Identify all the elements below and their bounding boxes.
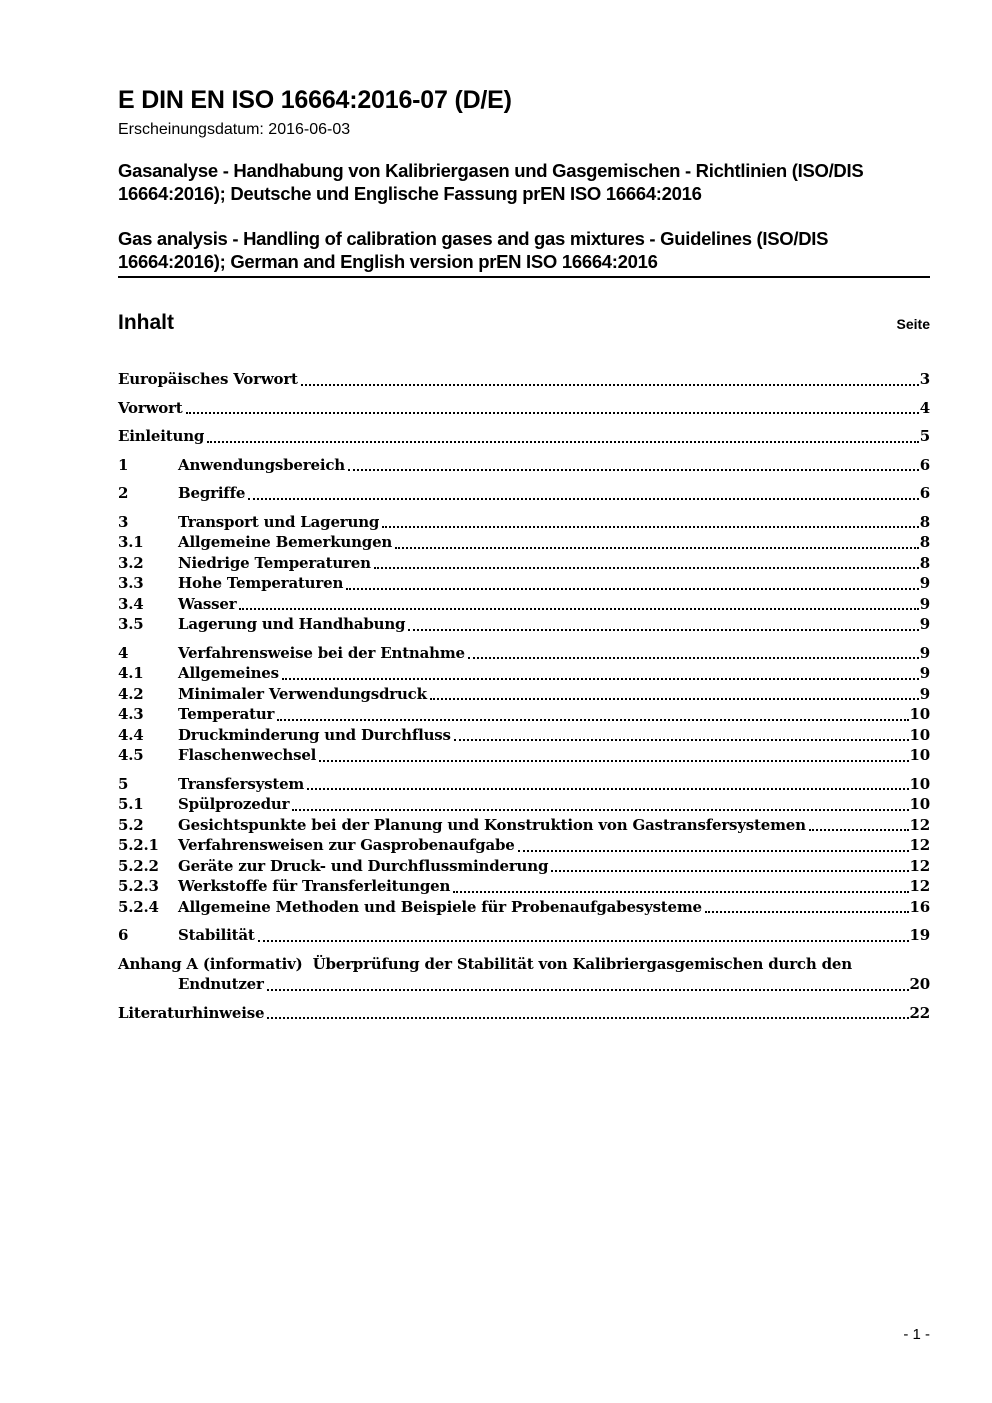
- toc-entry-title: Literaturhinweise: [118, 1003, 265, 1022]
- toc-entry-number: 4.1: [118, 664, 144, 682]
- toc-entry[interactable]: [118, 594, 930, 615]
- toc-entry-title: Europäisches Vorwort: [118, 370, 298, 388]
- toc-entry-title: Begriffe: [178, 484, 246, 502]
- toc-entry-title: Anwendungsbereich: [178, 455, 345, 474]
- toc-entry[interactable]: [118, 876, 930, 897]
- toc-entry-page: 10: [909, 795, 930, 813]
- toc-entry-page: 12: [909, 856, 930, 875]
- footer-page-number: - 1 -: [903, 1326, 930, 1343]
- toc-entry[interactable]: [118, 1003, 930, 1024]
- toc-entry-page: 12: [909, 836, 930, 854]
- toc-entry-number: 5.2.2: [118, 856, 159, 875]
- toc-entry-page: 9: [919, 664, 930, 682]
- toc-header: [118, 311, 930, 335]
- toc-entry[interactable]: [118, 794, 930, 815]
- toc-leader-dots: [518, 850, 909, 852]
- toc-entry-number: 5.2.3: [118, 877, 159, 895]
- toc-entry[interactable]: [118, 643, 930, 664]
- toc-entry[interactable]: [118, 426, 930, 447]
- toc-entry-title: Gesichtspunkte bei der Planung und Konstruktion von Gastransfersystemen: [178, 815, 806, 834]
- toc-entry-number: 4.4: [118, 725, 144, 744]
- toc-entry[interactable]: [118, 684, 930, 705]
- toc-entry-page: 10: [909, 774, 930, 793]
- toc-leader-dots: [395, 547, 919, 549]
- toc-entry[interactable]: [118, 573, 930, 594]
- toc-leader-dots: [319, 760, 908, 762]
- toc-entry-title: Minimaler Verwendungsdruck: [178, 684, 427, 703]
- toc-entry-title: Verfahrensweisen zur Gasprobenaufgabe: [178, 836, 515, 854]
- toc-entry-title: Anhang A (informativ) Überprüfung der Stabilität von Kalibriergasgemischen durch den: [118, 954, 852, 973]
- toc-entry-page: 8: [919, 553, 930, 572]
- toc-entry[interactable]: [118, 745, 930, 766]
- toc-entry-number: 4: [118, 643, 129, 662]
- toc-entry[interactable]: [118, 398, 930, 419]
- toc-entry-number: 3.5: [118, 615, 144, 633]
- toc-entry-annex-line1[interactable]: [118, 954, 930, 975]
- title-german: Gasanalyse - Handhabung von Kalibriergasen und Gasgemischen - Richtlinien (ISO/DIS 16664:2016); Deutsche und Englische Fassung prEN ISO 16664:2016: [118, 160, 864, 204]
- toc-leader-dots: [267, 989, 909, 991]
- toc-entry[interactable]: [118, 725, 930, 746]
- toc-entry-page: 10: [909, 725, 930, 744]
- toc-leader-dots: [346, 588, 919, 590]
- toc-entry-page: 20: [909, 975, 930, 993]
- toc-entry-number: 3: [118, 512, 129, 531]
- toc-entry-title: Stabilität: [178, 926, 255, 944]
- toc-entry-title: Druckminderung und Durchfluss: [178, 725, 451, 744]
- toc-entry-page: 12: [909, 877, 930, 895]
- toc-entry-number: 3.3: [118, 574, 144, 592]
- toc-entry-number: 2: [118, 484, 129, 502]
- toc-entry-title: Allgemeine Bemerkungen: [178, 533, 393, 551]
- toc-entry-number: 4.5: [118, 746, 144, 764]
- toc-entry-number: 3.1: [118, 533, 144, 551]
- toc-leader-dots: [292, 809, 908, 811]
- toc-entry[interactable]: [118, 614, 930, 635]
- toc-entry-title: Lagerung und Handhabung: [178, 615, 406, 633]
- publication-date: Erscheinungsdatum: 2016-06-03: [118, 121, 351, 138]
- toc-entry[interactable]: [118, 483, 930, 504]
- toc-entry[interactable]: [118, 369, 930, 390]
- toc-entry-page: 9: [919, 615, 930, 633]
- toc-leader-dots: [307, 788, 908, 790]
- toc-entry[interactable]: [118, 897, 930, 918]
- toc-entry[interactable]: [118, 455, 930, 476]
- toc-leader-dots: [408, 629, 918, 631]
- toc-entry-title: Vorwort: [118, 398, 183, 417]
- toc-leader-dots: [705, 911, 909, 913]
- toc-leader-dots: [207, 441, 919, 443]
- toc-leader-dots: [186, 412, 919, 414]
- toc-leader-dots: [430, 698, 919, 700]
- toc-entry-page: 5: [919, 427, 930, 445]
- toc-entry-page: 19: [909, 926, 930, 944]
- toc-entry-title: Transfersystem: [178, 774, 305, 793]
- toc-entry-number: 3.2: [118, 553, 144, 572]
- toc-entry-number: 4.3: [118, 705, 144, 723]
- toc-entry[interactable]: [118, 532, 930, 553]
- toc-entry-page: 10: [909, 746, 930, 764]
- toc-entry[interactable]: [118, 815, 930, 836]
- toc-entry-page: 8: [919, 512, 930, 531]
- toc-entry-number: 5.2.1: [118, 836, 159, 854]
- toc-entry-number: 6: [118, 926, 129, 944]
- toc-entry-page: 10: [909, 705, 930, 723]
- toc-leader-dots: [277, 719, 908, 721]
- toc-entry-number: 5: [118, 774, 129, 793]
- toc-entry[interactable]: [118, 774, 930, 795]
- toc-leader-dots: [348, 469, 919, 471]
- toc-entry[interactable]: [118, 704, 930, 725]
- toc-entry[interactable]: [118, 856, 930, 877]
- toc-leader-dots: [454, 739, 909, 741]
- toc-entry-page: 12: [909, 815, 930, 834]
- toc-entry-number: 1: [118, 455, 129, 474]
- toc-leader-dots: [248, 498, 919, 500]
- toc-entry-page: 4: [919, 398, 930, 417]
- toc-entry-page: 9: [919, 684, 930, 703]
- toc-entry-title: Verfahrensweise bei der Entnahme: [178, 643, 465, 662]
- toc-entry[interactable]: [118, 553, 930, 574]
- toc-entry-title: Allgemeine Methoden und Beispiele für Probenaufgabesysteme: [178, 897, 702, 916]
- toc-entry[interactable]: [118, 663, 930, 684]
- toc-entry-page: 6: [919, 484, 930, 502]
- toc-entry-page: 8: [919, 533, 930, 551]
- toc-leader-dots: [809, 829, 909, 831]
- toc-entry-page: 9: [919, 574, 930, 592]
- toc-leader-dots: [267, 1017, 908, 1019]
- toc-leader-dots: [301, 384, 919, 386]
- toc-entry-title: Flaschenwechsel: [178, 746, 317, 764]
- toc-leader-dots: [382, 526, 919, 528]
- title-english: Gas analysis - Handling of calibration gases and gas mixtures - Guidelines (ISO/DIS 16664:2016); German and English version prEN ISO 16664:2016: [118, 228, 829, 272]
- toc-entry-annex-line2[interactable]: [118, 974, 930, 995]
- toc-leader-dots: [239, 608, 918, 610]
- toc-entry[interactable]: [118, 925, 930, 946]
- toc-entry-page: 22: [909, 1003, 930, 1022]
- toc-entry-page: 6: [919, 455, 930, 474]
- toc-entry-title: Spülprozedur: [178, 795, 290, 813]
- document-number: E DIN EN ISO 16664:2016-07 (D/E): [118, 86, 512, 114]
- toc-entry-page: 9: [919, 594, 930, 613]
- toc-entry[interactable]: [118, 835, 930, 856]
- toc-leader-dots: [468, 657, 919, 659]
- toc-entry-page: 3: [919, 370, 930, 388]
- toc-entry-title: Werkstoffe für Transferleitungen: [178, 877, 451, 895]
- toc-entry-title: Wasser: [178, 594, 237, 613]
- toc-entry-page: 16: [909, 897, 930, 916]
- toc-entry-title: Einleitung: [118, 427, 205, 445]
- toc-entry-number: 5.2: [118, 815, 144, 834]
- toc-leader-dots: [453, 891, 908, 893]
- toc-heading: Inhalt: [118, 311, 174, 334]
- toc-leader-dots: [258, 940, 909, 942]
- toc-leader-dots: [374, 567, 919, 569]
- toc-entry-number: 5.2.4: [118, 897, 159, 916]
- toc-entry-title: Hohe Temperaturen: [178, 574, 344, 592]
- toc-entry-title: Geräte zur Druck- und Durchflussminderung: [178, 856, 549, 875]
- toc-entry-number: 5.1: [118, 795, 144, 813]
- toc-list: [118, 369, 930, 1023]
- toc-page-column-label: Seite: [896, 316, 930, 332]
- toc-entry-title: Transport und Lagerung: [178, 512, 380, 531]
- page-content: [118, 0, 930, 1403]
- header-divider: [118, 276, 930, 278]
- toc-entry-title: Allgemeines: [178, 664, 279, 682]
- toc-entry-title: Temperatur: [178, 705, 275, 723]
- toc-entry-number: 4.2: [118, 684, 144, 703]
- toc-entry[interactable]: [118, 512, 930, 533]
- toc-leader-dots: [282, 678, 919, 680]
- toc-entry-page: 9: [919, 643, 930, 662]
- toc-entry-title: Niedrige Temperaturen: [178, 553, 371, 572]
- toc-entry-number: 3.4: [118, 594, 144, 613]
- toc-leader-dots: [551, 870, 908, 872]
- toc-entry-title: Endnutzer: [178, 975, 264, 993]
